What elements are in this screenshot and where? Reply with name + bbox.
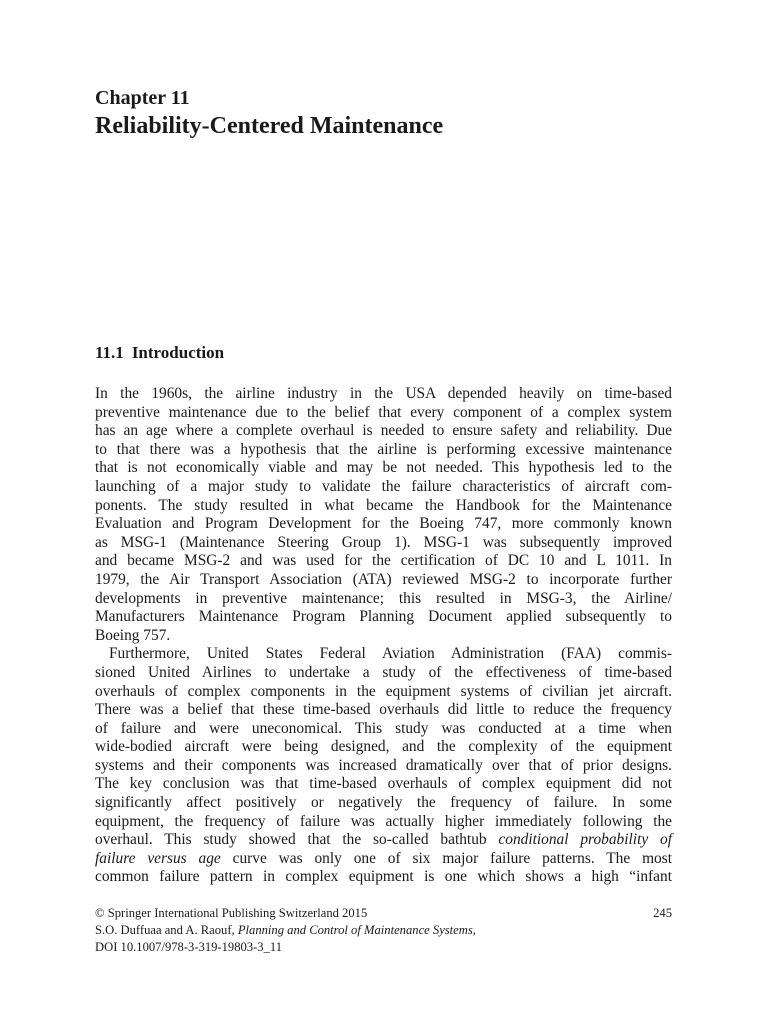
italic-phrase: conditional probability of <box>498 831 672 849</box>
body-line: In the 1960s, the airline industry in the USA depended heavily on time-based <box>95 385 672 402</box>
body-line: 1979, the Air Transport Association (ATA) reviewed MSG-2 to incorporate further <box>95 570 672 588</box>
body-line: equipment, the frequency of failure was actually higher immediately following the <box>95 812 672 830</box>
body-line: to that there was a hypothesis that the airline is performing excessive maintenance <box>95 440 672 458</box>
body-line: systems and their components was increased dramatically over that of prior designs. <box>95 756 672 774</box>
body-line: and became MSG-2 and was used for the certification of DC 10 and L 1011. In <box>95 552 672 570</box>
body-line: Manufacturers Maintenance Program Planning Document applied subsequently to <box>95 608 672 626</box>
body-line-mixed <box>95 831 672 850</box>
copyright-line: © Springer International Publishing Switzerland 2015 <box>95 906 368 920</box>
doi-line: DOI 10.1007/978-3-319-19803-3_11 <box>95 940 283 954</box>
body-text <box>95 385 672 887</box>
section-title: Introduction <box>131 343 225 362</box>
citation-line <box>95 922 672 939</box>
body-line: significantly affect positively or negatively the frequency of failure. In some <box>95 794 672 812</box>
citation-authors: S.O. Duffuaa and A. Raouf, <box>95 923 238 937</box>
page-number: 245 <box>653 906 672 920</box>
body-line: preventive maintenance due to the belief that every component of a complex system <box>95 403 672 421</box>
body-line: common failure pattern in complex equipment is one which shows a high “infant <box>95 868 672 886</box>
body-line: launching of a major study to validate the failure characteristics of aircraft com- <box>95 477 672 495</box>
body-line: overhauls of complex components in the equipment systems of civilian jet aircraft. <box>95 682 672 700</box>
citation-comma: , <box>472 923 476 937</box>
footer <box>95 905 672 956</box>
body-line: of failure and were uneconomical. This study was conducted at a time when <box>95 719 672 737</box>
section-number: 11.1 <box>95 343 124 362</box>
book-title: Planning and Control of Maintenance Systems <box>237 923 473 937</box>
body-line: The key conclusion was that time-based overhauls of complex equipment did not <box>95 775 672 793</box>
body-line: developments in preventive maintenance; this resulted in MSG-3, the Airline/ <box>95 589 672 607</box>
italic-phrase: failure versus age <box>95 849 221 867</box>
body-line: wide-bodied aircraft were being designed, and the complexity of the equipment <box>95 738 672 756</box>
body-line-mixed <box>95 850 672 869</box>
body-line-text: overhaul. This study showed that the so-called bathtub <box>95 831 499 849</box>
body-line: Furthermore, United States Federal Aviation Administration (FAA) commis- <box>109 645 672 663</box>
body-line: Boeing 757. <box>95 626 171 644</box>
body-line: Evaluation and Program Development for the Boeing 747, more commonly known <box>95 515 672 533</box>
body-line: sioned United Airlines to undertake a study of the effectiveness of time-based <box>95 663 672 681</box>
chapter-label: Chapter 11 <box>95 87 190 109</box>
section-heading <box>95 342 224 364</box>
body-line: ponents. The study resulted in what became the Handbook for the Maintenance <box>95 496 672 514</box>
body-line: that is not economically viable and may be not needed. This hypothesis led to the <box>95 459 672 477</box>
body-line: as MSG-1 (Maintenance Steering Group 1). MSG-1 was subsequently improved <box>95 533 672 551</box>
body-line: There was a belief that these time-based overhauls did little to reduce the frequency <box>95 701 672 719</box>
body-line: has an age where a complete overhaul is needed to ensure safety and reliability. Due <box>95 422 672 440</box>
chapter-title: Reliability-Centered Maintenance <box>95 113 444 139</box>
body-line-text: curve was only one of six major failure patterns. The most <box>220 849 673 867</box>
